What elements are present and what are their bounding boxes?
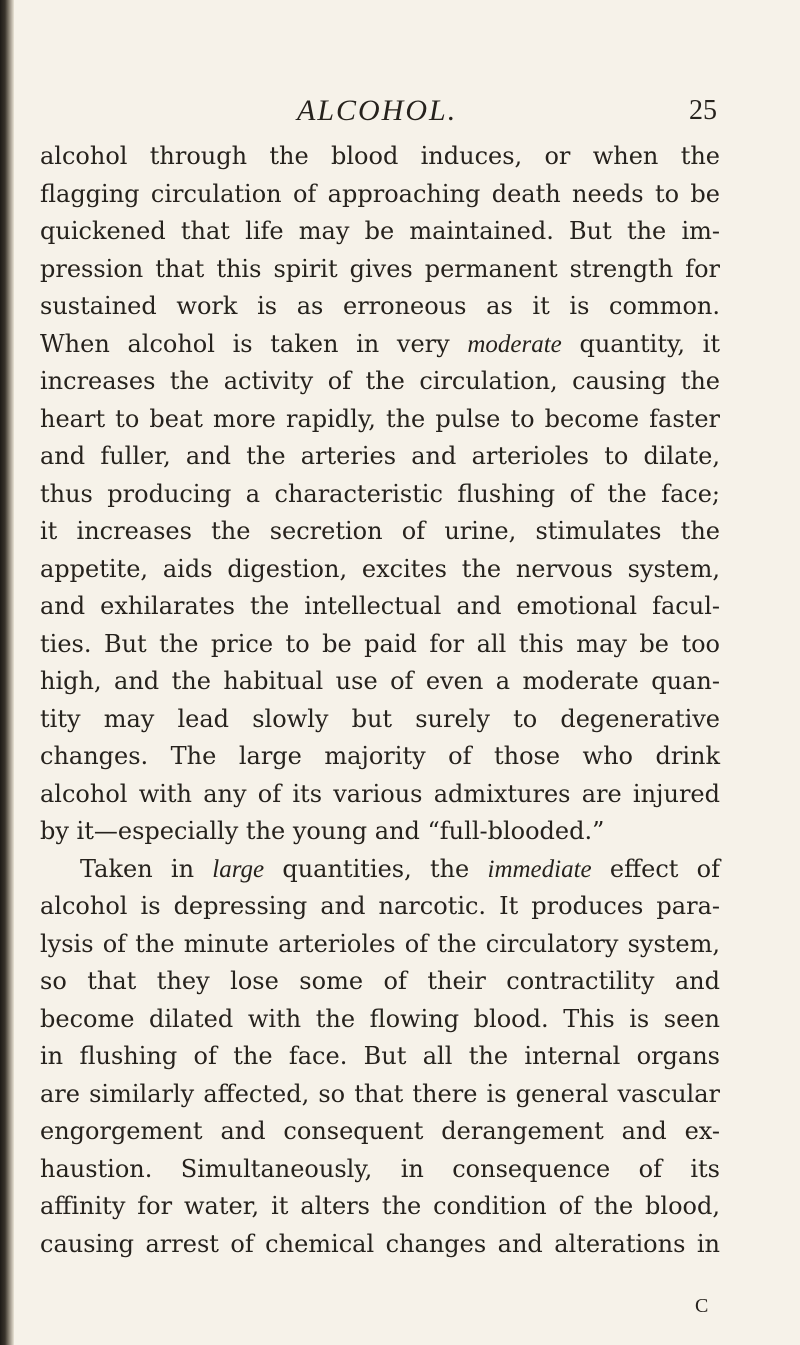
text-line [40,851,720,889]
text-line: alcohol through the blood induces, or when the [40,142,720,170]
text-line: by it—especially the young and “full-blooded.” [40,817,605,845]
body-text [40,138,720,1263]
signature-mark: C [695,1295,709,1317]
text-run: When alcohol is taken in very [40,329,468,358]
text-line: increases the activity of the circulation, causing the [40,367,720,395]
text-line: so that they lose some of their contractility and [40,967,720,995]
text-line: alcohol is depressing and narcotic. It produces para- [40,892,720,920]
text-line: become dilated with the flowing blood. This is seen [40,1004,720,1033]
italic-word: large [212,855,265,883]
text-line: it increases the secretion of urine, stimulates the [40,517,720,545]
text-line: pression that this spirit gives permanent strength for [40,254,720,283]
text-run: effect of [591,854,720,883]
text-run: quantity, it [561,329,720,358]
text-line: affinity for water, it alters the condition of the blood, [40,1192,720,1220]
text-line: are similarly affected, so that there is general vascular [40,1079,720,1108]
text-run: quantities, the [264,854,488,883]
text-line: sustained work is as erroneous as it is common. [40,292,720,320]
text-line: flagging circulation of approaching death needs to be [40,179,720,208]
italic-word: immediate [487,855,592,883]
text-line: engorgement and consequent derangement and ex- [40,1117,720,1145]
italic-word: moderate [467,330,562,358]
text-line: quickened that life may be maintained. But the im- [40,217,720,245]
text-line: in flushing of the face. But all the internal organs [40,1042,720,1070]
text-line: thus producing a characteristic flushing of the face; [40,479,720,508]
text-line: ties. But the price to be paid for all this may be too [40,629,720,658]
running-head: ALCOHOL. [297,94,458,127]
text-line: and exhilarates the intellectual and emotional facul- [40,592,720,620]
text-line [40,326,720,364]
text-line: tity may lead slowly but surely to degenerative [40,704,720,733]
text-run: Taken in [80,854,213,883]
text-line: changes. The large majority of those who drink [40,742,720,770]
text-line: appetite, aids digestion, excites the nervous system, [40,554,720,583]
text-line: heart to beat more rapidly, the pulse to become faster [40,404,720,433]
text-line: causing arrest of chemical changes and alterations in [40,1229,720,1258]
text-line: haustion. Simultaneously, in consequence of its [40,1154,720,1183]
text-line: high, and the habitual use of even a moderate quan- [40,667,720,695]
text-line: lysis of the minute arterioles of the circulatory system, [40,929,720,958]
text-line: alcohol with any of its various admixtures are injured [40,779,720,808]
text-line: and fuller, and the arteries and arterioles to dilate, [40,442,720,470]
page-number: 25 [689,95,717,126]
